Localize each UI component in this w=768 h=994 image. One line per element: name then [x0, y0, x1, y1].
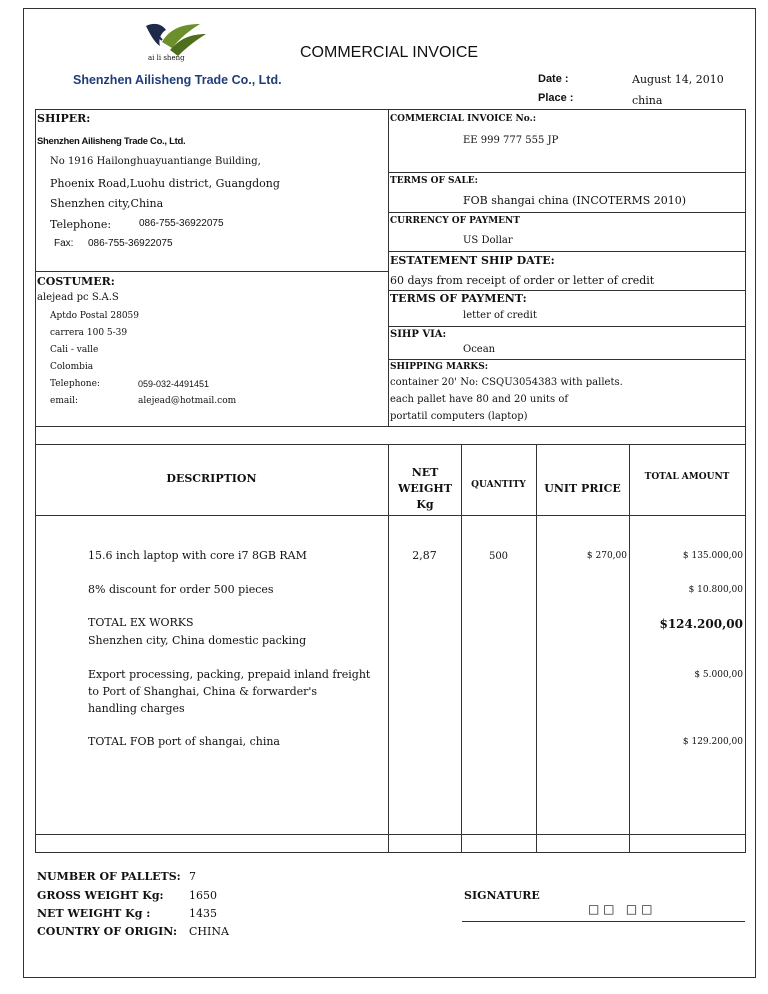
customer-line-2: carrera 100 5-39 [50, 328, 128, 338]
shipper-name: Shenzhen Ailisheng Trade Co., Ltd. [37, 136, 186, 147]
col-quantity-header: QUANTITY [471, 480, 526, 490]
gross-weight-value: 1650 [189, 889, 217, 902]
fob-total: $ 129.200,00 [682, 737, 743, 747]
currency-label: CURRENCY OF PAYMENT [390, 216, 520, 226]
ship-date-label: ESTATEMENT SHIP DATE: [390, 254, 555, 267]
ex-works-total: $124.200,00 [659, 617, 743, 631]
signature-line [462, 921, 745, 922]
invoice-no-value: EE 999 777 555 JP [463, 135, 559, 146]
terms-of-sale-value: FOB shangai china (INCOTERMS 2010) [463, 194, 687, 207]
ex-works-line-2: Shenzhen city, China domestic packing [88, 634, 307, 647]
shipper-address-2: Phoenix Road,Luohu district, Guangdong [50, 177, 280, 190]
export-line-2: to Port of Shanghai, China & forwarder's [88, 685, 318, 698]
item-unit-price: $ 270,00 [586, 551, 627, 561]
customer-heading: COSTUMER: [37, 275, 115, 288]
payment-terms-label: TERMS OF PAYMENT: [390, 292, 527, 305]
item-total: $ 135.000,00 [682, 551, 743, 561]
date-value: August 14, 2010 [632, 73, 724, 86]
export-line-1: Export processing, packing, prepaid inland freight [88, 668, 371, 681]
export-line-3: handling charges [88, 702, 185, 715]
pallets-value: 7 [189, 870, 196, 883]
customer-line-1: Aptdo Postal 28059 [50, 311, 139, 321]
shipping-marks-label: SHIPPING MARKS: [390, 362, 489, 372]
country-of-origin-label: COUNTRY OF ORIGIN: [37, 925, 178, 938]
shipper-tel-value: 086-755-36922075 [139, 218, 224, 229]
logo-caption: ai li sheng [148, 54, 185, 62]
payment-terms-value: letter of credit [463, 310, 537, 321]
signature-marks: □ □ □ □ [588, 902, 653, 916]
customer-name: alejead pc S.A.S [37, 292, 119, 303]
company-name: Shenzhen Ailisheng Trade Co., Ltd. [73, 73, 282, 87]
col-unit-price-header: UNIT PRICE [544, 482, 621, 495]
item-quantity: 500 [488, 551, 509, 562]
shipper-heading: SHIPER: [37, 112, 91, 125]
customer-email-value: alejead@hotmail.com [138, 396, 237, 406]
date-label: Date : [538, 73, 569, 85]
shipping-marks-line-1: container 20' No: CSQU3054383 with pallets. [390, 377, 623, 388]
invoice-no-label: COMMERCIAL INVOICE No.: [390, 114, 537, 124]
customer-line-4: Colombia [50, 362, 94, 372]
country-of-origin-value: CHINA [189, 925, 229, 938]
currency-value: US Dollar [463, 235, 513, 246]
discount-total: $ 10.800,00 [688, 585, 743, 595]
customer-tel-label: Telephone: [50, 379, 100, 389]
signature-label: SIGNATURE [464, 889, 540, 902]
shipper-fax-label: Fax: [54, 238, 74, 249]
col-description-header: DESCRIPTION [166, 472, 257, 485]
place-label: Place : [538, 92, 574, 104]
ship-via-label: SIHP VIA: [390, 329, 447, 340]
shipping-marks-line-3: portatil computers (laptop) [390, 411, 528, 422]
gross-weight-label: GROSS WEIGHT Kg: [37, 889, 164, 902]
pallets-label: NUMBER OF PALLETS: [37, 870, 181, 883]
customer-line-3: Cali - valle [50, 345, 99, 355]
shipping-marks-line-2: each pallet have 80 and 20 units of [390, 394, 569, 405]
item-description: 15.6 inch laptop with core i7 8GB RAM [88, 549, 307, 562]
customer-email-label: email: [50, 396, 79, 406]
net-weight-label: NET WEIGHT Kg : [37, 907, 151, 920]
customer-tel-value: 059-032-4491451 [138, 379, 210, 389]
net-weight-value: 1435 [189, 907, 217, 920]
col-total-header: TOTAL AMOUNT [644, 472, 730, 482]
place-value: china [632, 94, 663, 107]
ship-via-value: Ocean [463, 344, 496, 355]
col-net-weight-header: NET WEIGHT Kg [398, 466, 452, 511]
item-net-weight: 2,87 [412, 549, 437, 562]
ship-date-value: 60 days from receipt of order or letter of credit [390, 274, 655, 287]
shipper-address-1: No 1916 Hailonghuayuantiange Building, [50, 156, 261, 167]
fob-description: TOTAL FOB port of shangai, china [88, 735, 280, 748]
page-title: COMMERCIAL INVOICE [300, 44, 479, 61]
terms-of-sale-label: TERMS OF SALE: [390, 176, 478, 186]
shipper-address-3: Shenzhen city,China [50, 197, 164, 210]
export-total: $ 5.000,00 [694, 670, 743, 680]
shipper-fax-value: 086-755-36922075 [88, 238, 173, 249]
company-logo [140, 18, 212, 64]
shipper-tel-label: Telephone: [50, 218, 112, 231]
discount-description: 8% discount for order 500 pieces [88, 583, 274, 596]
ex-works-line-1: TOTAL EX WORKS [88, 616, 194, 629]
